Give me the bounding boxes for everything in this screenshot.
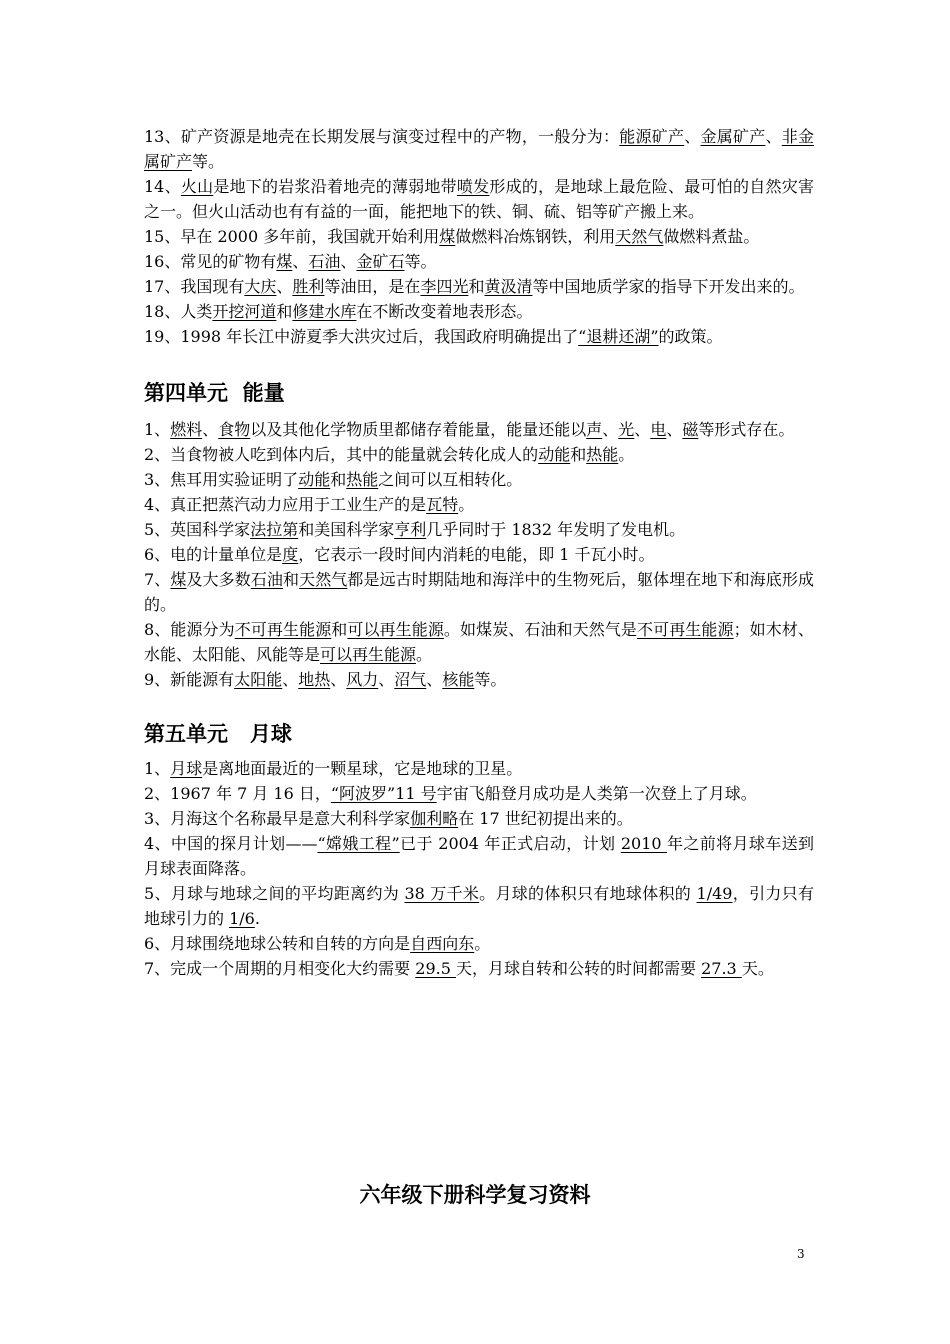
list-item — [144, 442, 814, 467]
item-text: 17、我国现有 — [144, 277, 245, 296]
answer-blank: 煤 — [276, 252, 293, 271]
answer-blank: 火山 — [180, 177, 214, 196]
answer-blank: 度 — [282, 545, 299, 564]
item-text: 、 — [666, 420, 683, 439]
document-body — [144, 124, 814, 981]
list-item — [144, 224, 814, 249]
item-text: 、 — [684, 127, 701, 146]
item-text: 都是远古时期陆地和海洋中的生物死后，躯体埋在地下和海底形成的。 — [144, 570, 814, 614]
answer-blank: 29.5 — [415, 959, 456, 978]
answer-blank: 煤 — [439, 227, 456, 246]
answer-blank: 天然气 — [299, 570, 348, 589]
item-text: 和 — [468, 277, 485, 296]
answer-blank: 金矿石 — [356, 252, 405, 271]
item-text: 5、月球与地球之间的平均距离约为 — [144, 884, 405, 903]
item-text: 等中国地质学家的指导下开发出来的。 — [532, 277, 805, 296]
list-item — [144, 417, 814, 442]
item-text: 、 — [330, 670, 347, 689]
list-item — [144, 667, 814, 692]
item-text: 做燃料煮盐。 — [663, 227, 760, 246]
item-text: 、 — [378, 670, 395, 689]
item-text: 。 — [458, 495, 475, 514]
item-text: 、 — [282, 670, 299, 689]
answer-blank: 胜利 — [292, 277, 325, 296]
list-item — [144, 299, 814, 324]
item-text: 等。 — [474, 670, 507, 689]
list-item — [144, 124, 814, 174]
section5-list — [144, 756, 814, 981]
answer-blank: 喷发 — [456, 177, 490, 196]
answer-blank: 李四光 — [420, 277, 469, 296]
list-item — [144, 831, 814, 881]
list-item — [144, 931, 814, 956]
item-text: 14、 — [144, 177, 181, 196]
item-text: 6、月球围绕地球公转和自转的方向是 — [144, 934, 411, 953]
answer-blank: 燃料 — [170, 420, 203, 439]
answer-blank: 1/49 — [696, 884, 733, 903]
item-text: 18、人类 — [144, 302, 213, 321]
item-text: 、 — [292, 252, 309, 271]
list-item — [144, 324, 814, 349]
item-text: ，引力只有地球引力的 — [144, 884, 814, 928]
item-text: 5、英国科学家 — [144, 520, 251, 539]
item-text: 等油田，是在 — [324, 277, 421, 296]
answer-blank: 磁 — [682, 420, 699, 439]
item-text: 的政策。 — [658, 327, 723, 346]
item-text: 。如煤炭、石油和天然气是 — [443, 620, 638, 639]
item-text: 2、1967 年 7 月 16 日， — [144, 784, 331, 803]
answer-blank: 非金属矿产 — [144, 127, 814, 171]
list-item — [144, 274, 814, 299]
item-text: 几乎同时于 1832 年发明了发电机。 — [426, 520, 686, 539]
item-text: 7、 — [144, 570, 171, 589]
answer-blank: “阿波罗”11 号 — [330, 784, 437, 803]
item-text: 等。 — [404, 252, 437, 271]
list-item — [144, 617, 814, 667]
item-text: 。 — [474, 934, 491, 953]
item-text: 6、电的计量单位是 — [144, 545, 283, 564]
answer-blank: 沼气 — [394, 670, 427, 689]
answer-blank: 1/6 — [229, 909, 255, 928]
item-text: 8、能源分为 — [144, 620, 235, 639]
answer-blank: 月球 — [170, 759, 203, 778]
list-item — [144, 806, 814, 831]
item-text: 是地下的岩浆沿着地壳的薄弱地带 — [213, 177, 457, 196]
answer-blank: 2010 — [620, 834, 668, 853]
item-text: 4、中国的探月计划—— — [144, 834, 318, 853]
item-text: 、 — [765, 127, 782, 146]
document-title: 六年级下册科学复习资料 — [359, 1183, 591, 1207]
answer-blank: 伽利略 — [410, 809, 459, 828]
item-text: 是离地面最近的一颗星球，它是地球的卫星。 — [202, 759, 523, 778]
list-item — [144, 467, 814, 492]
answer-blank: 瓦特 — [426, 495, 459, 514]
answer-blank: 石油 — [308, 252, 341, 271]
list-item — [144, 881, 814, 931]
item-text: 已于 2004 年正式启动，计划 — [399, 834, 621, 853]
item-text: 做燃料冶炼钢铁，利用 — [455, 227, 616, 246]
item-text: 年之前将月球车送到月球表面降落。 — [144, 834, 814, 878]
item-text: 和美国科学家 — [298, 520, 395, 539]
answer-blank: 不可再生能源 — [637, 620, 734, 639]
list-item — [144, 249, 814, 274]
answer-blank: 开挖河道 — [212, 302, 277, 321]
item-text: 3、焦耳用实验证明了 — [144, 470, 299, 489]
item-text: 在不断改变着地表形态。 — [356, 302, 533, 321]
section4-list — [144, 417, 814, 692]
answer-blank: 修建水库 — [292, 302, 357, 321]
item-text: 等形式存在。 — [698, 420, 795, 439]
list-item — [144, 517, 814, 542]
answer-blank: 动能 — [298, 470, 331, 489]
item-text: 和 — [283, 570, 300, 589]
answer-blank: “退耕还湖” — [578, 327, 659, 346]
item-text: 19、1998 年长江中游夏季大洪灾过后，我国政府明确提出了 — [144, 327, 579, 346]
list-item — [144, 956, 814, 981]
answer-blank: “嫦娥工程” — [317, 834, 400, 853]
item-text: 。 — [618, 445, 635, 464]
item-text: 13、矿产资源是地壳在长期发展与演变过程中的产物，一般分为： — [144, 127, 620, 146]
item-text: 和 — [331, 620, 348, 639]
list-item — [144, 492, 814, 517]
list-item — [144, 756, 814, 781]
item-text: ；如木材、水能、太阳能、风能等是 — [144, 620, 814, 664]
answer-blank: 可以再生能源 — [347, 620, 444, 639]
item-text: 宇宙飞船登月成功是人类第一次登上了月球。 — [436, 784, 757, 803]
page-number: 3 — [797, 1247, 805, 1261]
item-text: 2、当食物被人吃到体内后，其中的能量就会转化成人的 — [144, 445, 539, 464]
section4-heading: 第四单元 能量 — [144, 381, 285, 405]
answer-blank: 38 万千米 — [404, 884, 480, 903]
answer-blank: 亨利 — [394, 520, 427, 539]
item-text: 、 — [602, 420, 619, 439]
answer-blank: 食物 — [218, 420, 251, 439]
item-text: 。 — [416, 645, 433, 664]
item-text: 、 — [276, 277, 293, 296]
item-text: 以及其他化学物质里都储存着能量，能量还能以 — [250, 420, 587, 439]
answer-blank: 天然气 — [615, 227, 664, 246]
answer-blank: 声 — [586, 420, 603, 439]
item-text: 等。 — [192, 152, 225, 171]
item-text: 、 — [634, 420, 651, 439]
item-text: 15、早在 2000 多年前，我国就开始利用 — [144, 227, 440, 246]
item-text: 1、 — [144, 759, 171, 778]
item-text: 、 — [202, 420, 219, 439]
item-text: 。月球的体积只有地球体积的 — [479, 884, 697, 903]
answer-blank: 金属矿产 — [700, 127, 766, 146]
item-text: 和 — [276, 302, 293, 321]
list-item — [144, 781, 814, 806]
answer-blank: 核能 — [442, 670, 475, 689]
answer-blank: 热能 — [346, 470, 379, 489]
item-text: 和 — [570, 445, 587, 464]
answer-blank: 法拉第 — [250, 520, 299, 539]
item-text: 9、新能源有 — [144, 670, 235, 689]
answer-blank: 热能 — [586, 445, 619, 464]
answer-blank: 光 — [618, 420, 635, 439]
answer-blank: 可以再生能源 — [320, 645, 417, 664]
answer-blank: 电 — [650, 420, 667, 439]
item-text: 之间可以互相转化。 — [378, 470, 523, 489]
item-text: 在 17 世纪初提出来的。 — [458, 809, 633, 828]
item-text: 、 — [340, 252, 357, 271]
answer-blank: 太阳能 — [234, 670, 283, 689]
answer-blank: 自西向东 — [410, 934, 475, 953]
answer-blank: 大庆 — [244, 277, 277, 296]
answer-blank: 黄汲清 — [484, 277, 533, 296]
item-text: 1、 — [144, 420, 171, 439]
item-text: 天，月球自转和公转的时间都需要 — [456, 959, 702, 978]
item-text: 、 — [426, 670, 443, 689]
list-item — [144, 542, 814, 567]
answer-blank: 能源矿产 — [619, 127, 685, 146]
section5-heading: 第五单元 月球 — [144, 722, 292, 746]
item-text: 和 — [330, 470, 347, 489]
answer-blank: 风力 — [346, 670, 379, 689]
answer-blank: 不可再生能源 — [234, 620, 332, 639]
list-item — [144, 174, 814, 224]
answer-blank: 地热 — [298, 670, 331, 689]
item-text: 7、完成一个周期的月相变化大约需要 — [144, 959, 416, 978]
item-text: 4、真正把蒸汽动力应用于工业生产的是 — [144, 495, 427, 514]
list-item — [144, 567, 814, 617]
answer-blank: 动能 — [538, 445, 571, 464]
section3-list — [144, 124, 814, 349]
item-text: 天。 — [741, 959, 774, 978]
item-text: ，它表示一段时间内消耗的电能，即 1 千瓦小时。 — [298, 545, 655, 564]
item-text: 形成的，是地球上最危险、最可怕的自然灾害之一。但火山活动也有有益的一面，能把地下的铁、铜、硫、铝等矿产搬上来。 — [144, 177, 814, 221]
item-text: . — [254, 909, 260, 928]
item-text: 及大多数 — [186, 570, 251, 589]
item-text: 16、常见的矿物有 — [144, 252, 277, 271]
answer-blank: 煤 — [170, 570, 187, 589]
answer-blank: 27.3 — [701, 959, 742, 978]
answer-blank: 石油 — [250, 570, 284, 589]
item-text: 3、月海这个名称最早是意大利科学家 — [144, 809, 411, 828]
